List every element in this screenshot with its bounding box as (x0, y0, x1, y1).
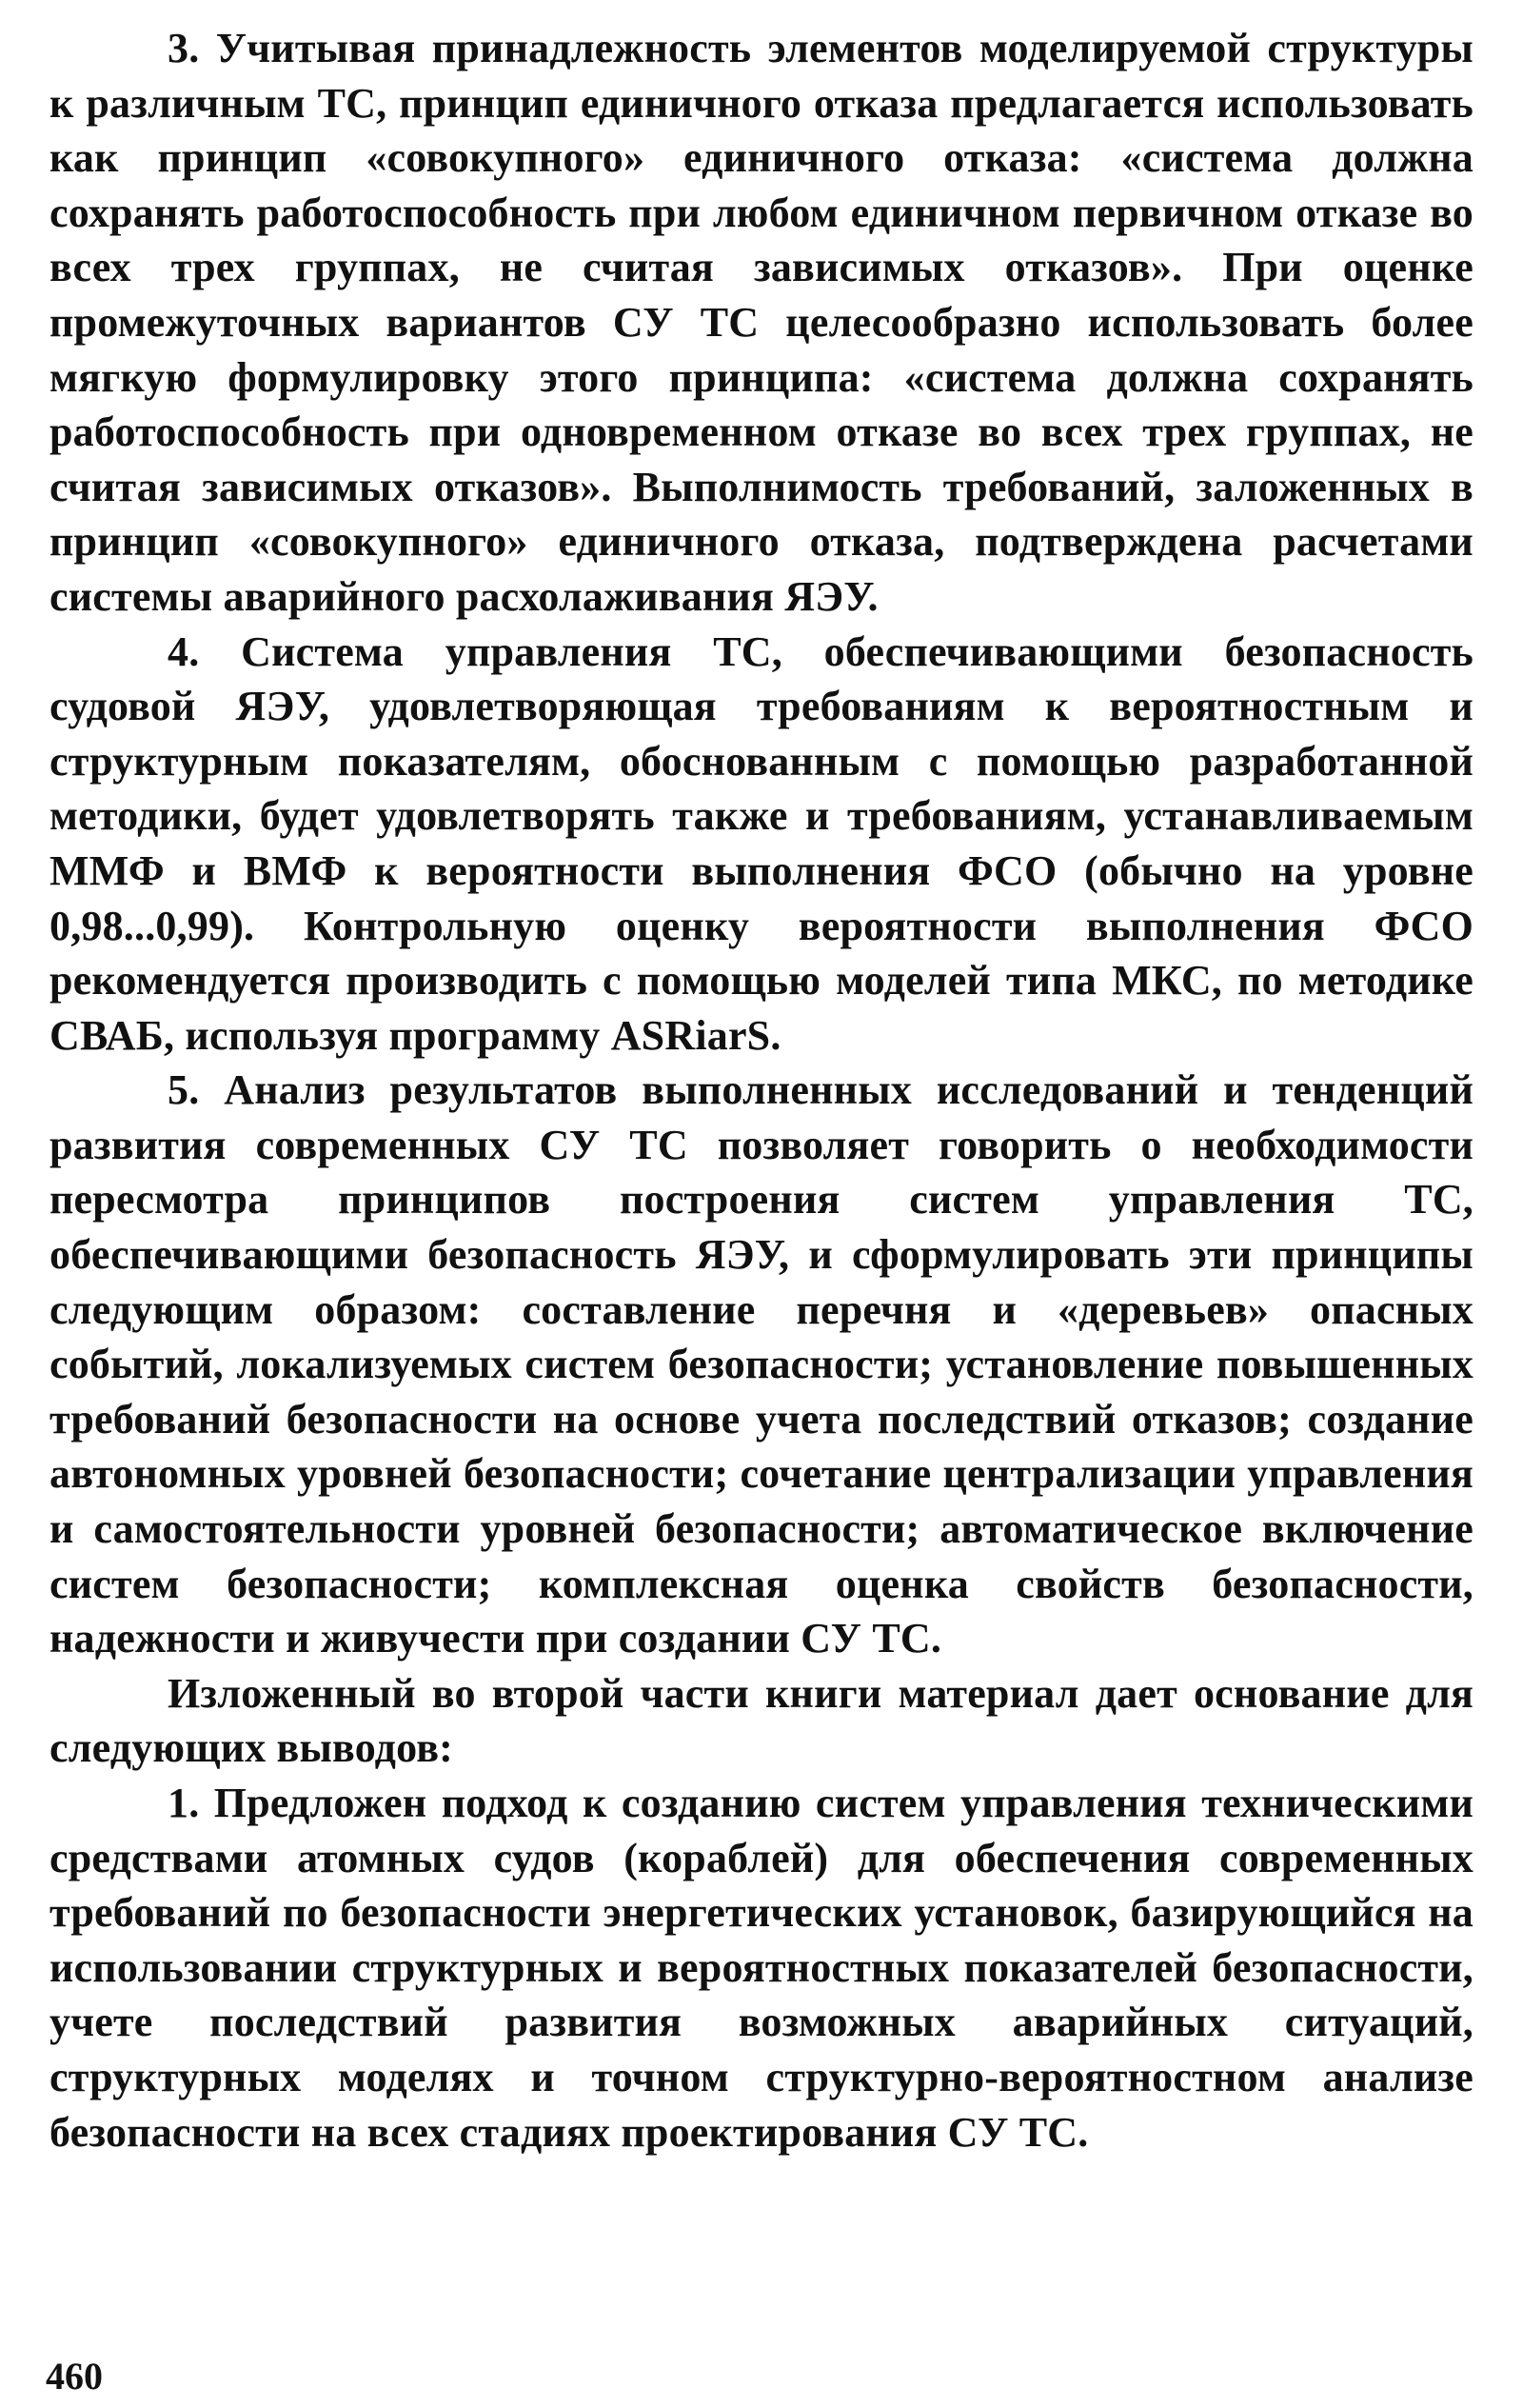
paragraph-conclusions-intro: Изложенный во второй части книги материал дает основание для следующих выводов: (49, 1669, 1474, 1772)
paragraph-item-3: 3. Учитывая принадлежность элементов моделируемой структуры к различным ТС, принцип единичного отказа предлагается использовать как принцип «совокупного» единичного отказа: «система должна сохранять работоспособность при любом единичном первичном отказе во всех трех группах, не считая зависимых отказов». При оценке промежуточных вариантов СУ ТС целесообразно использовать более мягкую формулировку этого принципа: «система должна сохранять работоспособность при одновременном отказе во всех трех группах, не считая зависимых отказов». Выполнимость требований, заложенных в принцип «совокупного» единичного отказа, подтверждена расчетами системы аварийного расхолаживания ЯЭУ. (49, 25, 1474, 620)
page-number: 460 (46, 2355, 103, 2398)
paragraph-conclusion-1: 1. Предложен подход к созданию систем управления техническими средствами атомных судов (кораблей) для обеспечения современных требований по безопасности энергетических установок, базирующийся на использовании структурных и вероятностных показателей безопасности, учете последствий развития возможных аварийных ситуаций, структурных моделях и точном структурно-вероятностном анализе безопасности на всех стадиях проектирования СУ ТС. (49, 1780, 1474, 2156)
body-text (49, 21, 1474, 2159)
paragraph-item-4: 4. Система управления ТС, обеспечивающими безопасность судовой ЯЭУ, удовлетворяющая требованиям к вероятностным и структурным показателям, обоснованным с помощью разработанной методики, будет удовлетворять также и требованиям, устанавливаемым ММФ и ВМФ к вероятности выполнения ФСО (обычно на уровне 0,98...0,99). Контрольную оценку вероятности выполнения ФСО рекомендуется производить с помощью моделей типа МКС, по методике СВАБ, используя программу ASRiarS. (49, 627, 1474, 1059)
paragraph-item-5: 5. Анализ результатов выполненных исследований и тенденций развития современных СУ ТС позволяет говорить о необходимости пересмотра принципов построения систем управления ТС, обеспечивающими безопасность ЯЭУ, и сформулировать эти принципы следующим образом: составление перечня и «деревьев» опасных событий, локализуемых систем безопасности; установление повышенных требований безопасности на основе учета последствий отказов; создание автономных уровней безопасности; сочетание централизации управления и самостоятельности уровней безопасности; автоматическое включение систем безопасности; комплексная оценка свойств безопасности, надежности и живучести при создании СУ ТС. (49, 1066, 1474, 1662)
